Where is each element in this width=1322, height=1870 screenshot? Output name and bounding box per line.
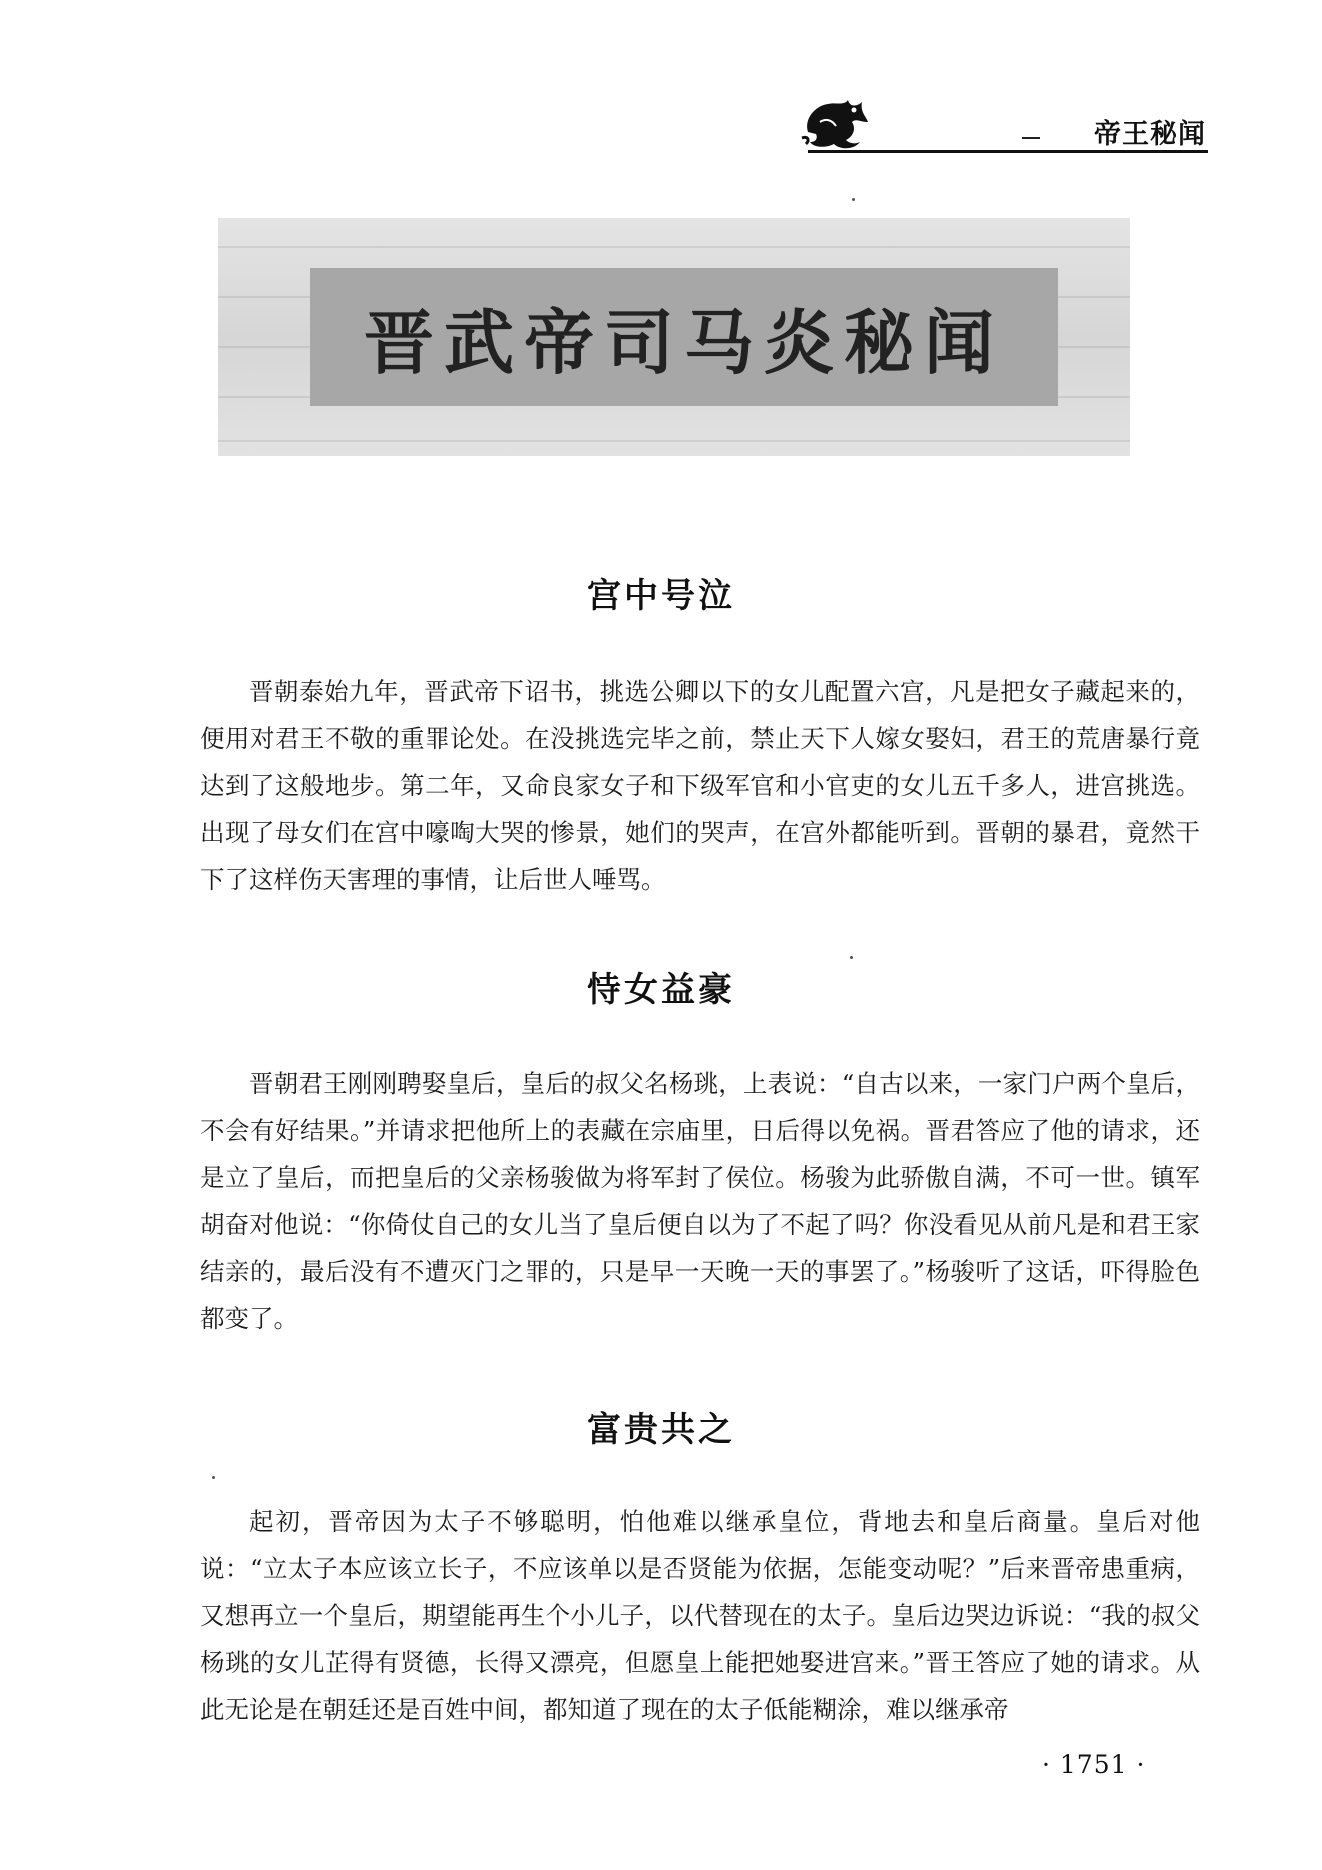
chapter-title: 晋武帝司马炎秘闻 bbox=[364, 300, 1004, 384]
header-dash bbox=[1022, 137, 1040, 139]
section-heading-1: 宫中号泣 bbox=[587, 576, 735, 616]
header-rule bbox=[808, 150, 1208, 153]
dragon-icon bbox=[800, 92, 872, 154]
section-heading-3: 富贵共之 bbox=[587, 1410, 735, 1450]
title-banner bbox=[310, 268, 1058, 406]
section-paragraph-2: 晋朝君王刚刚聘娶皇后，皇后的叔父名杨珧，上表说：“自古以来，一家门户两个皇后，不会有好结果。”并请求把他所上的表藏在宗庙里，日后得以免祸。晋君答应了他的请求，还是立了皇后，而把皇后的父亲杨骏做为将军封了侯位。杨骏为此骄傲自满，不可一世。镇军胡奋对他说：“你倚仗自己的女儿当了皇后便自以为了不起了吗？你没看见从前凡是和君王家结亲的，最后没有不遭灭门之罪的，只是早一天晚一天的事罢了。”杨骏听了这话，吓得脸色都变了。 bbox=[200, 1069, 1200, 1333]
scan-speck bbox=[212, 1476, 215, 1479]
running-header-title: 帝王秘闻 bbox=[1094, 119, 1206, 150]
section-heading-2: 恃女益豪 bbox=[587, 970, 735, 1010]
scan-speck bbox=[852, 198, 855, 201]
section-paragraph-3: 起初，晋帝因为太子不够聪明，怕他难以继承皇位，背地去和皇后商量。皇后对他说：“立太子本应该立长子，不应该单以是否贤能为依据，怎能变动呢？”后来晋帝患重病，又想再立一个皇后，期望能再生个小儿子，以代替现在的太子。皇后边哭边诉说：“我的叔父杨珧的女儿芷得有贤德，长得又漂亮，但愿皇上能把她娶进宫来。”晋王答应了她的请求。从此无论是在朝廷还是百姓中间，都知道了现在的太子低能糊涂，难以继承帝 bbox=[200, 1507, 1200, 1724]
scan-speck bbox=[850, 956, 853, 959]
section-paragraph-1: 晋朝泰始九年，晋武帝下诏书，挑选公卿以下的女儿配置六宫，凡是把女子藏起来的，便用对君王不敬的重罪论处。在没挑选完毕之前，禁止天下人嫁女娶妇，君王的荒唐暴行竟达到了这般地步。第二年，又命良家女子和下级军官和小官吏的女儿五千多人，进宫挑选。出现了母女们在宫中嚎啕大哭的惨景，她们的哭声，在宫外都能听到。晋朝的暴君，竟然干下了这样伤天害理的事情，让后世人唾骂。 bbox=[200, 677, 1200, 894]
page-number: · 1751 · bbox=[1042, 1750, 1146, 1779]
